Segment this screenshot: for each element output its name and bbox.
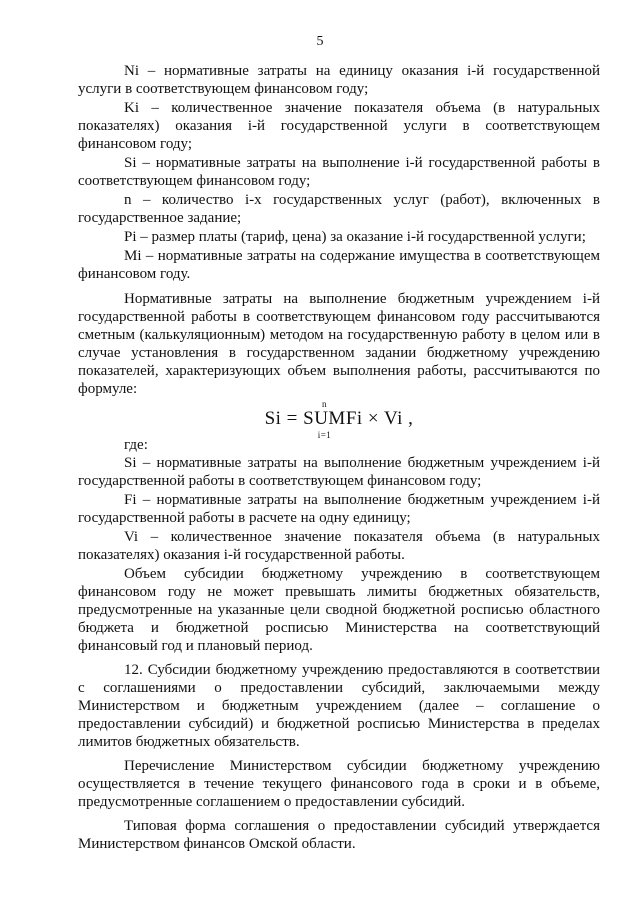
definition-n: n – количество i-х государственных услуг (работ), включенных в государственное задание; xyxy=(78,192,600,226)
paragraph-12: 12. Субсидии бюджетному учреждению предоставляются в соответствии с соглашениями о предоставлении субсидий, заключаемыми между Министерством и бюджетным учреждением (далее – соглашение о предоставлении субсидий) и бюджетной росписью Министерства в пределах лимитов бюджетных обязательств. xyxy=(78,662,600,750)
definition-si: Si – нормативные затраты на выполнение i-й государственной работы в соответствующем финансовом году; xyxy=(78,155,600,189)
formula-upper-limit: n xyxy=(321,399,327,409)
formula-trailing: , xyxy=(402,408,414,429)
paragraph-transfer: Перечисление Министерством субсидии бюджетному учреждению осуществляется в течение текущего финансового года в сроки и в объеме, предусмотренные соглашением о предоставлении субсидий. xyxy=(78,758,600,810)
definition-ni: Ni – нормативные затраты на единицу оказания i-й государственной услуги в соответствующем финансовом году; xyxy=(78,63,600,97)
definition-si-2: Si – нормативные затраты на выполнение бюджетным учреждением i-й государственной работы в соответствующем финансовом году; xyxy=(78,455,600,489)
definition-ki: Ki – количественное значение показателя объема (в натуральных показателях) оказания i-й государственной услуги в соответствующем финансовом году; xyxy=(78,100,600,152)
formula-rhs: Fi × Vi xyxy=(345,408,403,429)
formula-sum xyxy=(303,399,346,440)
where-label: где: xyxy=(124,437,148,453)
paragraph-typical-form: Типовая форма соглашения о предоставлении субсидий утверждается Министерством финансов Омской области. xyxy=(78,818,600,852)
definition-vi: Vi – количественное значение показателя объема (в натуральных показателях) оказания i-й государственной работы. xyxy=(78,529,600,563)
paragraph-subsidy-volume: Объем субсидии бюджетному учреждению в соответствующем финансовом году не может превышать лимиты бюджетных обязательств, предусмотренные на указанные цели сводной бюджетной росписью областного бюджета и бюджетной росписью Министерства на соответствующий финансовый год и плановый период. xyxy=(78,566,600,654)
formula xyxy=(78,399,600,440)
definition-pi: Pi – размер платы (тариф, цена) за оказание i-й государственной услуги; xyxy=(124,229,586,245)
definition-fi: Fi – нормативные затраты на выполнение бюджетным учреждением i-й государственной работы в расчете на одну единицу; xyxy=(78,492,600,526)
paragraph-normative-costs: Нормативные затраты на выполнение бюджетным учреждением i-й государственной работы в соответствующем финансовом году рассчитываются сметным (калькуляционным) методом на государственную работу в целом или в случае установления в государственном задании бюджетному учреждению показателей, характеризующих объем выполнения работы, рассчитываются по формуле: xyxy=(78,291,600,397)
page-number: 5 xyxy=(316,34,324,49)
formula-lhs: Si = xyxy=(264,408,304,429)
document-body xyxy=(78,62,600,853)
formula-lower-limit: i=1 xyxy=(317,430,332,440)
formula-operator: SUM xyxy=(303,408,346,429)
definition-mi: Mi – нормативные затраты на содержание имущества в соответствующем финансовом году. xyxy=(78,248,600,282)
